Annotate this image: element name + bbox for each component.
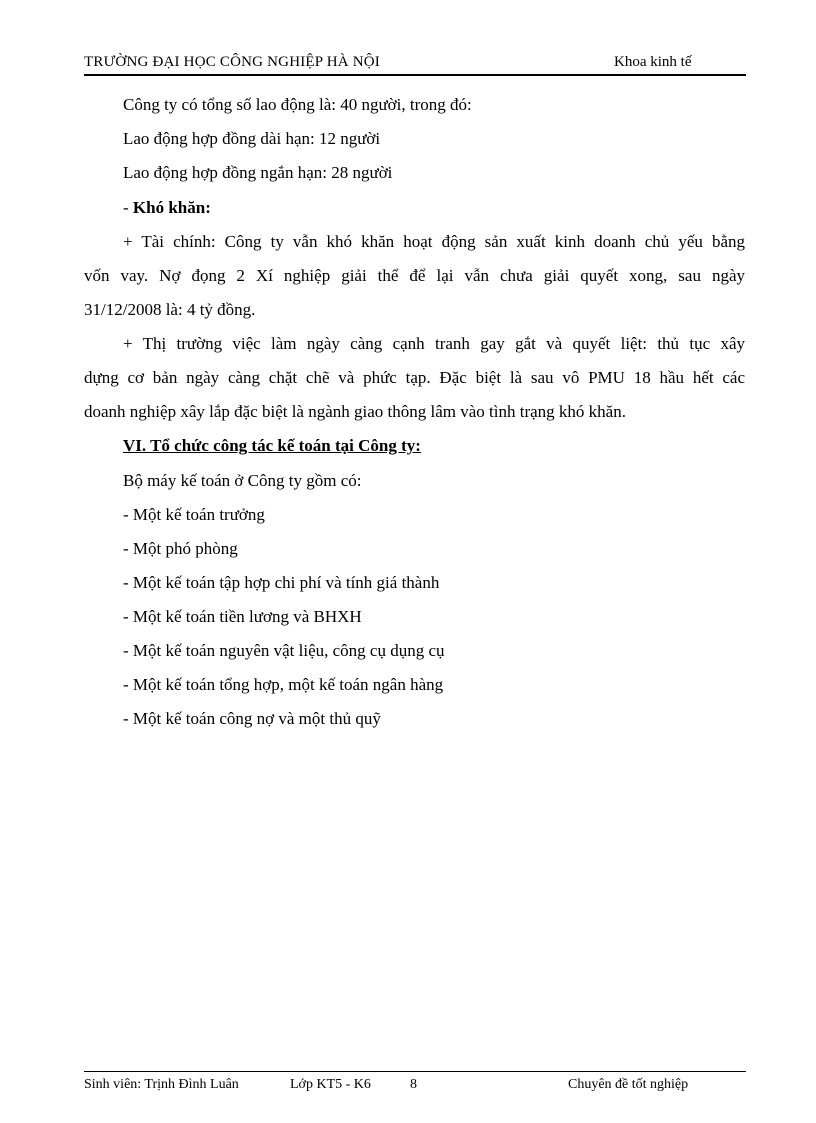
market-line-1: + Thị trường việc làm ngày càng cạnh tranh gay gắt và quyết liệt: thủ tục xây	[123, 334, 745, 353]
apparatus-intro: Bộ máy kế toán ở Công ty gồm có:	[123, 471, 362, 490]
faculty-name: Khoa kinh tế	[614, 54, 692, 70]
list-item: - Một kế toán nguyên vật liệu, công cụ dụng cụ	[123, 641, 445, 660]
difficulty-dash: -	[123, 198, 133, 217]
list-item: - Một kế toán tập hợp chi phí và tính giá thành	[123, 573, 440, 592]
list-item: - Một kế toán tiền lương và BHXH	[123, 607, 362, 626]
labor-total: Công ty có tổng số lao động là: 40 người, trong đó:	[123, 95, 472, 114]
topic-title: Chuyên đề tốt nghiệp	[568, 1077, 689, 1092]
finance-line-2: vốn vay. Nợ đọng 2 Xí nghiệp giải thể để lại vẫn chưa giải quyết xong, sau ngày	[84, 266, 745, 285]
market-line-2: dựng cơ bản ngày càng chặt chẽ và phức tạp. Đặc biệt là sau vô PMU 18 hầu hết các	[84, 368, 745, 387]
page-footer	[84, 1071, 746, 1096]
labor-short-term: Lao động hợp đồng ngắn hạn: 28 người	[123, 163, 393, 182]
difficulty-title: Khó khăn:	[132, 198, 211, 217]
list-item: - Một kế toán công nợ và một thủ quỹ	[123, 709, 381, 728]
university-name: TRƯỜNG ĐẠI HỌC CÔNG NGHIỆP HÀ NỘI	[84, 54, 381, 70]
page-number: 8	[410, 1077, 417, 1092]
finance-line-3: 31/12/2008 là: 4 tỷ đồng.	[84, 300, 256, 319]
student-name: Sinh viên: Trịnh Đình Luân	[84, 1077, 239, 1092]
market-line-3: doanh nghiệp xây lắp đặc biệt là ngành giao thông lâm vào tình trạng khó khăn.	[84, 402, 626, 421]
section-heading: VI. Tổ chức công tác kế toán tại Công ty:	[123, 436, 421, 455]
finance-line-1: + Tài chính: Công ty vẫn khó khăn hoạt động sản xuất kinh doanh chủ yếu bằng	[123, 232, 745, 251]
list-item: - Một kế toán trưởng	[123, 505, 265, 524]
difficulty-label	[123, 191, 211, 225]
page-header	[84, 52, 746, 76]
list-item: - Một phó phòng	[123, 539, 238, 558]
labor-long-term: Lao động hợp đồng dài hạn: 12 người	[123, 129, 381, 148]
list-item: - Một kế toán tổng hợp, một kế toán ngân hàng	[123, 675, 444, 694]
class-name: Lớp KT5 - K6	[290, 1077, 371, 1092]
